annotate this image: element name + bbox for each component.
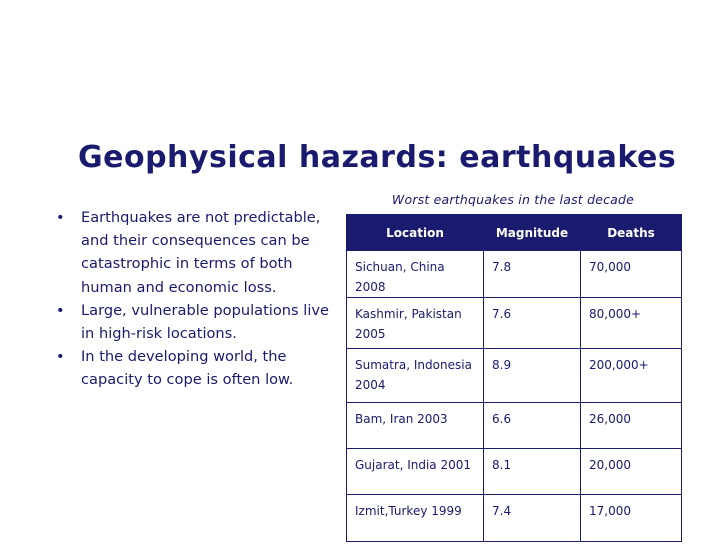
bullet-item bbox=[56, 299, 346, 345]
header-deaths: Deaths bbox=[581, 215, 682, 251]
cell-magnitude: 8.1 bbox=[484, 449, 581, 495]
bullet-item bbox=[56, 345, 346, 391]
bullet-icon: • bbox=[56, 301, 65, 319]
table-row bbox=[347, 449, 682, 495]
table-header-row bbox=[347, 215, 682, 251]
cell-magnitude: 7.8 bbox=[484, 251, 581, 298]
table-row bbox=[347, 298, 682, 349]
cell-deaths: 26,000 bbox=[581, 403, 682, 449]
cell-deaths: 200,000+ bbox=[581, 349, 682, 403]
cell-location: Bam, Iran 2003 bbox=[347, 403, 484, 449]
cell-deaths: 17,000 bbox=[581, 495, 682, 542]
cell-magnitude: 7.6 bbox=[484, 298, 581, 349]
cell-magnitude: 7.4 bbox=[484, 495, 581, 542]
cell-magnitude: 8.9 bbox=[484, 349, 581, 403]
table-row bbox=[347, 403, 682, 449]
bullet-item bbox=[56, 206, 346, 299]
table-caption: Worst earthquakes in the last decade bbox=[391, 192, 635, 207]
cell-location: Sumatra, Indonesia 2004 bbox=[347, 349, 484, 403]
cell-magnitude: 6.6 bbox=[484, 403, 581, 449]
slide-title: Geophysical hazards: earthquakes bbox=[78, 140, 677, 175]
cell-deaths: 20,000 bbox=[581, 449, 682, 495]
bullet-list bbox=[56, 206, 346, 392]
cell-deaths: 70,000 bbox=[581, 251, 682, 298]
cell-deaths: 80,000+ bbox=[581, 298, 682, 349]
cell-location: Izmit,Turkey 1999 bbox=[347, 495, 484, 542]
cell-location: Gujarat, India 2001 bbox=[347, 449, 484, 495]
header-location: Location bbox=[347, 215, 484, 251]
cell-location: Kashmir, Pakistan 2005 bbox=[347, 298, 484, 349]
bullet-text: Large, vulnerable populations live in high-risk locations. bbox=[81, 301, 330, 343]
bullet-icon: • bbox=[56, 209, 65, 226]
bullet-icon: • bbox=[56, 348, 65, 366]
table-row bbox=[347, 251, 682, 298]
cell-location: Sichuan, China 2008 bbox=[347, 251, 484, 298]
header-magnitude: Magnitude bbox=[484, 215, 581, 251]
table-row bbox=[347, 495, 682, 542]
table-row bbox=[347, 349, 682, 403]
earthquake-table bbox=[346, 214, 682, 542]
bullet-text: Earthquakes are not predictable, and their consequences can be catastrophic in terms of both human and economic loss. bbox=[81, 209, 321, 296]
bullet-text: In the developing world, the capacity to cope is often low. bbox=[81, 348, 294, 389]
